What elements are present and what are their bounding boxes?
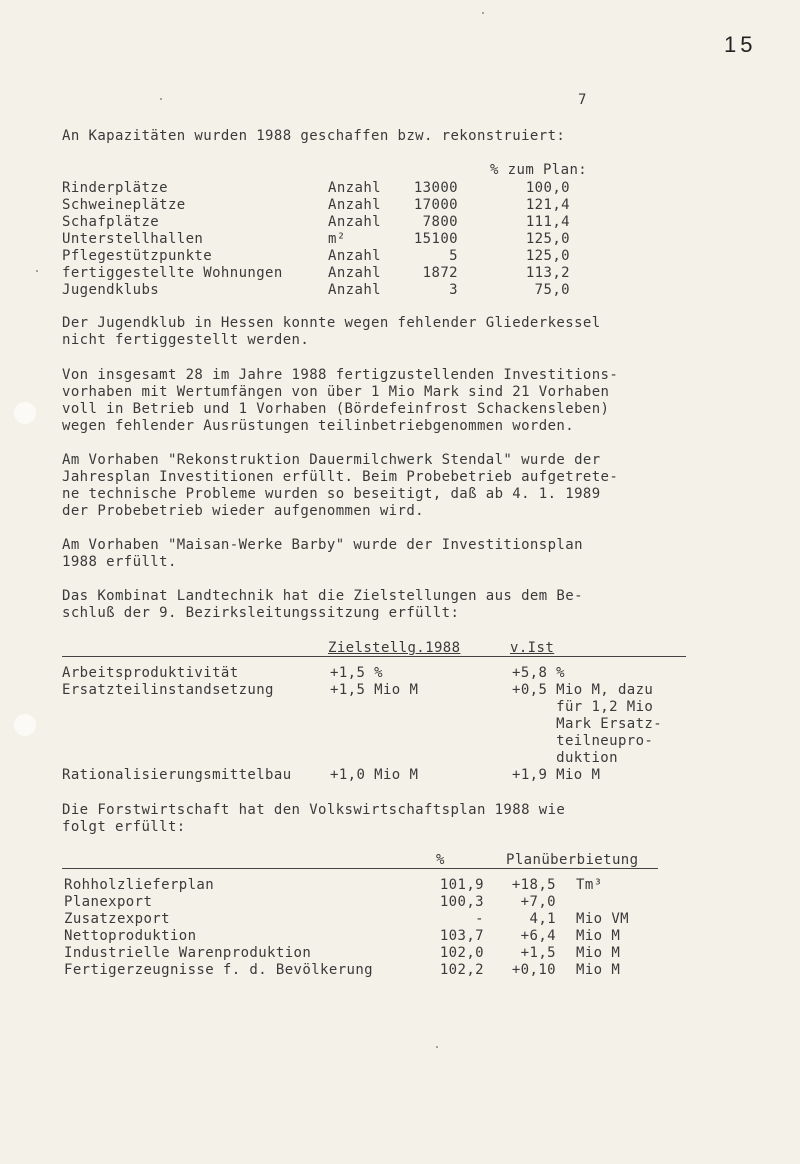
forest-over: +1,5 [520,945,556,961]
forest-over-header: Planüberbietung [506,852,639,868]
capacity-value: 5 [449,248,458,264]
forest-over: 4,1 [529,911,556,927]
capacity-value: 3 [449,282,458,298]
capacity-percent: 125,0 [525,248,570,264]
capacity-value: 15100 [413,231,458,247]
capacity-percent: 100,0 [525,180,570,196]
paragraph-landtechnik: Das Kombinat Landtechnik hat die Zielstellungen aus dem Be- schluß der 9. Bezirksleitungssitzung erfüllt: [62,588,583,621]
forest-percent-header: % [436,852,445,868]
capacity-unit: Anzahl [328,197,381,213]
landtechnik-actual: +5,8 % [512,665,565,681]
forest-label: Zusatzexport [64,911,170,927]
capacity-percent: 75,0 [534,282,570,298]
landtechnik-label: Rationalisierungsmittelbau [62,767,292,783]
forest-over: +6,4 [520,928,556,944]
landtechnik-goal: +1,5 % [330,665,383,681]
forest-label: Nettoproduktion [64,928,197,944]
landtechnik-label: Arbeitsproduktivität [62,665,239,681]
page-number: 15 [724,32,757,57]
capacity-percent: 111,4 [525,214,570,230]
forest-unit: Mio VM [576,911,629,927]
paragraph-forstwirtschaft: Die Forstwirtschaft hat den Volkswirtschaftsplan 1988 wie folgt erfüllt: [62,802,566,835]
paper-speck [36,270,38,272]
intro-heading: An Kapazitäten wurden 1988 geschaffen bzw. rekonstruiert: [62,128,566,144]
paragraph-dauermilchwerk: Am Vorhaben "Rekonstruktion Dauermilchwerk Stendal" wurde der Jahresplan Investitionen erfüllt. Beim Probebetrieb aufgetrete- ne technische Probleme wurden so beseitigt, daß ab 4. 1. 1989 der Probebetrieb wieder aufgenommen wird. [62,452,619,519]
forest-unit: Mio M [576,945,621,961]
landtechnik-actual: +1,9 Mio M [512,767,601,783]
paragraph-jugendklub: Der Jugendklub in Hessen konnte wegen fehlender Gliederkessel nicht fertiggestellt werden. [62,315,601,348]
landtechnik-label: Ersatzteilinstandsetzung [62,682,274,698]
sub-page-number: 7 [578,92,587,108]
forest-label: Rohholzlieferplan [64,877,215,893]
capacity-value: 13000 [413,180,458,196]
forest-percent: 100,3 [439,894,484,910]
forest-percent: - [475,911,484,927]
landtechnik-goal-header: Zielstellg.1988 [328,640,461,656]
paper-speck [482,12,484,14]
forest-percent: 103,7 [439,928,484,944]
forest-percent: 101,9 [439,877,484,893]
table-divider [62,868,658,869]
paragraph-maisan-werke: Am Vorhaben "Maisan-Werke Barby" wurde der Investitionsplan 1988 erfüllt. [62,537,583,570]
paragraph-investitionsvorhaben: Von insgesamt 28 im Jahre 1988 fertigzustellenden Investitions- vorhaben mit Wertumfängen von über 1 Mio Mark sind 21 Vorhaben voll in Betrieb und 1 Vorhaben (Bördefeinfrost Schackensleben) wegen fehlender Ausrüstungen teilinbetriebgenommen worden. [62,367,619,434]
capacity-unit: Anzahl [328,214,381,230]
landtechnik-actual: +0,5 Mio M, dazu für 1,2 Mio Mark Ersatz- teilneupro- duktion [512,682,663,766]
forest-unit: Mio M [576,962,621,978]
forest-over: +0,10 [511,962,556,978]
forest-over: +18,5 [511,877,556,893]
capacity-label: Schweineplätze [62,197,186,213]
landtechnik-goal: +1,0 Mio M [330,767,419,783]
capacity-value: 17000 [413,197,458,213]
forest-percent: 102,2 [439,962,484,978]
forest-unit: Mio M [576,928,621,944]
capacity-label: Jugendklubs [62,282,160,298]
capacity-unit: Anzahl [328,282,381,298]
capacity-unit: m² [328,231,346,247]
capacity-unit: Anzahl [328,265,381,281]
paper-speck [436,1046,438,1048]
capacity-label: Rinderplätze [62,180,168,196]
landtechnik-goal: +1,5 Mio M [330,682,419,698]
forest-over: +7,0 [520,894,556,910]
forest-percent: 102,0 [439,945,484,961]
capacity-label: Unterstellhallen [62,231,204,247]
forest-label: Planexport [64,894,153,910]
forest-label: Fertigerzeugnisse f. d. Bevölkerung [64,962,374,978]
forest-label: Industrielle Warenproduktion [64,945,312,961]
table-divider [62,656,686,657]
capacity-percent: 121,4 [525,197,570,213]
forest-unit: Tm³ [576,877,603,893]
paper-speck [160,98,162,100]
capacity-value: 1872 [422,265,458,281]
capacity-percent: 125,0 [525,231,570,247]
capacity-label: Schafplätze [62,214,160,230]
capacity-unit: Anzahl [328,248,381,264]
punch-hole [14,714,36,736]
capacity-label: Pflegestützpunkte [62,248,213,264]
capacity-label: fertiggestellte Wohnungen [62,265,283,281]
landtechnik-actual-header: v.Ist [510,640,555,656]
capacity-percent-header: % zum Plan: [490,162,588,178]
capacity-unit: Anzahl [328,180,381,196]
capacity-percent: 113,2 [525,265,570,281]
punch-hole [14,402,36,424]
capacity-value: 7800 [422,214,458,230]
